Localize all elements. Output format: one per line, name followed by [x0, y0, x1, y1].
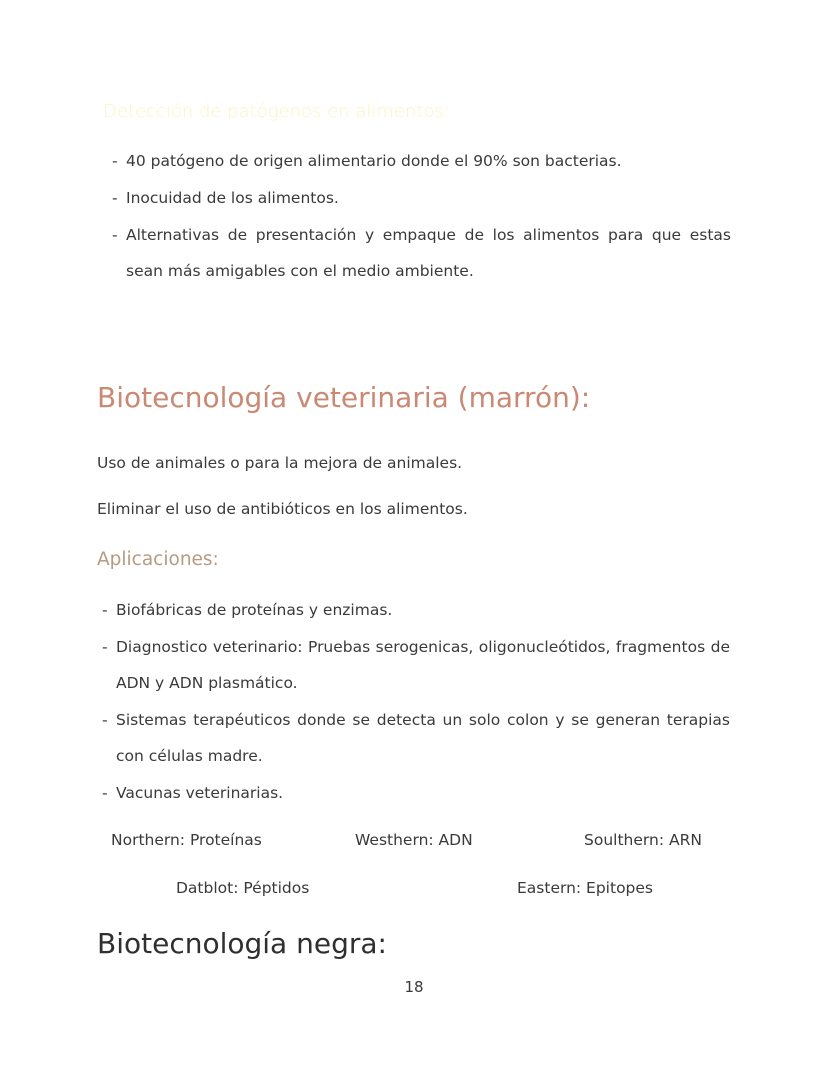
blot-eastern: Eastern: Epitopes	[517, 879, 654, 897]
paragraph: Eliminar el uso de antibióticos en los alimentos.	[97, 500, 468, 518]
bullet-dash: -	[112, 189, 118, 207]
heading-veterinary-biotech: Biotecnología veterinaria (marrón):	[97, 381, 591, 414]
list-item-text: Biofábricas de proteínas y enzimas.	[116, 601, 393, 619]
bullet-dash: -	[102, 711, 108, 729]
bullet-dash: -	[112, 152, 118, 170]
bullet-dash: -	[102, 784, 108, 802]
list-item-text: 40 patógeno de origen alimentario donde el 90% son bacterias.	[126, 152, 622, 170]
blot-northern: Northern: Proteínas	[111, 831, 262, 849]
paragraph: Uso de animales o para la mejora de animales.	[97, 454, 463, 472]
bullet-dash: -	[102, 638, 108, 656]
blot-soulthern: Soulthern: ARN	[584, 831, 702, 849]
bullet-dash: -	[112, 226, 118, 244]
heading-black-biotech: Biotecnología negra:	[97, 927, 387, 960]
subtitle-pathogen-detection: Detección de patógenos en alimentos:	[103, 101, 450, 122]
bullet-dash: -	[102, 601, 108, 619]
page-number: 18	[404, 978, 424, 996]
list-item-text: Vacunas veterinarias.	[116, 784, 284, 802]
list-item-text: Alternativas de presentación y empaque de los alimentos para que estas sean más amigables con el medio ambiente.	[126, 226, 731, 280]
list-item-text: Inocuidad de los alimentos.	[126, 189, 339, 207]
blot-datblot: Datblot: Péptidos	[176, 879, 310, 897]
list-item-text: Diagnostico veterinario: Pruebas serogenicas, oligonucleótidos, fragmentos de ADN y ADN plasmático.	[116, 638, 730, 692]
blot-westhern: Westhern: ADN	[355, 831, 473, 849]
list-item-text: Sistemas terapéuticos donde se detecta un solo colon y se generan terapias con células madre.	[116, 711, 730, 765]
subtitle-applications: Aplicaciones:	[97, 549, 219, 570]
